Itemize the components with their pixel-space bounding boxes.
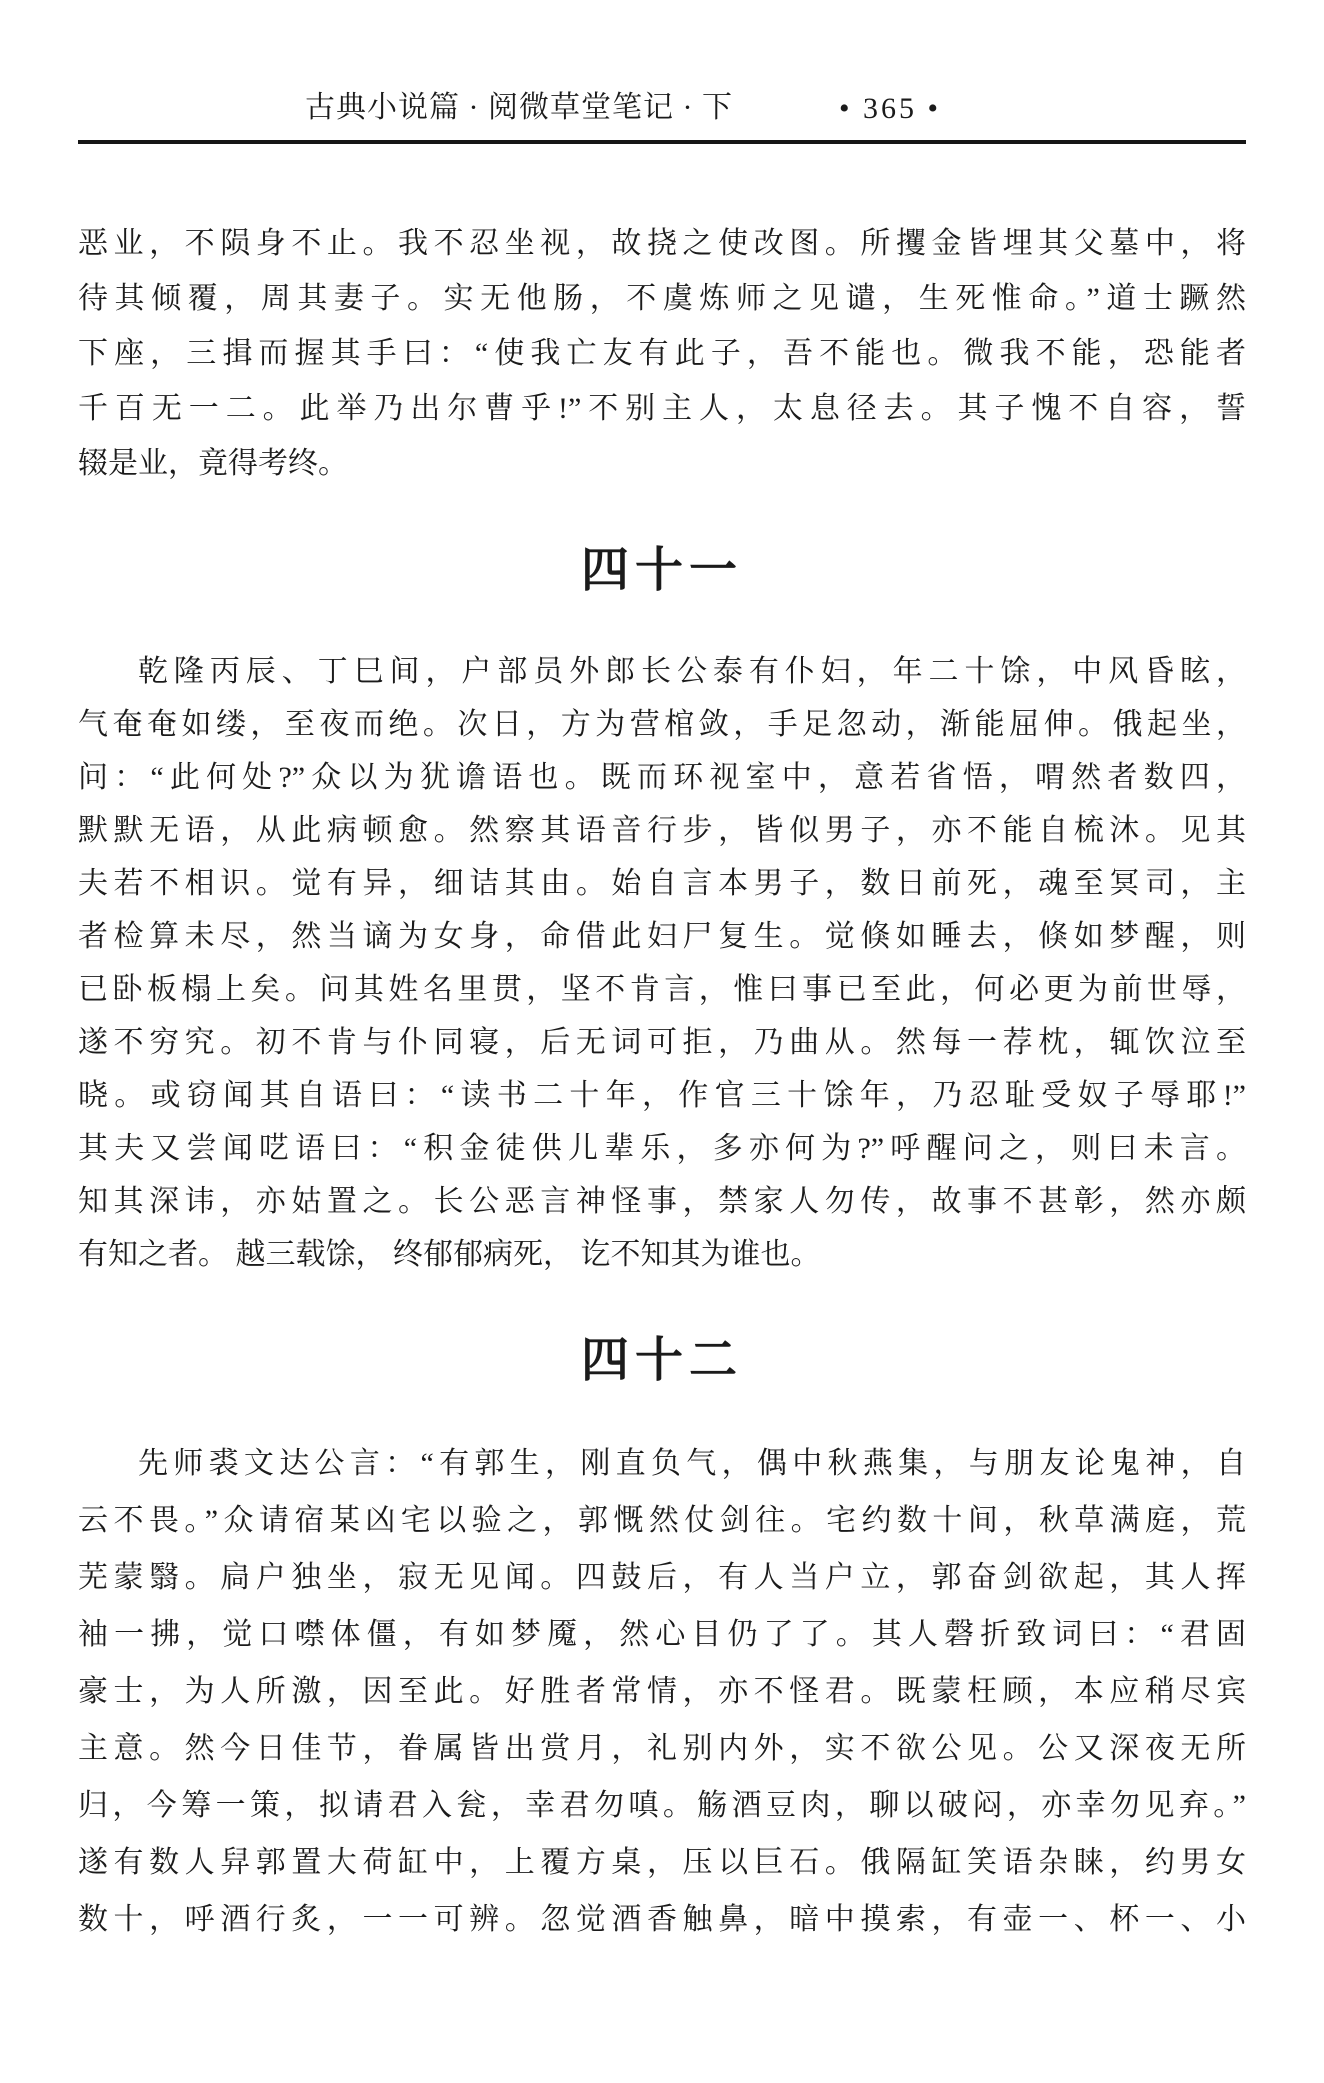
text-line: 晓。或窃闻其自语曰：“读书二十年，作官三十馀年，乃忍耻受奴子辱耶!” (78, 1079, 1246, 1112)
text-line: 袖一拂，觉口噤体僵，有如梦魇，然心目仍了了。其人磬折致词曰：“君固 (78, 1618, 1246, 1651)
text-line: 恶业，不陨身不止。我不忍坐视，故挠之使改图。所攫金皆埋其父墓中，将 (78, 227, 1246, 260)
text-line: 豪士，为人所激，因至此。好胜者常情，亦不怪君。既蒙枉顾，本应稍尽宾 (78, 1675, 1246, 1708)
section-heading: 四十二 (580, 1334, 743, 1387)
text-line: 待其倾覆，周其妻子。实无他肠，不虞炼师之见谴，生死惟命。”道士蹶然 (78, 282, 1246, 315)
section-0 (78, 216, 1246, 491)
page-number: • 365 • (838, 92, 941, 125)
book-page (0, 86, 1324, 2083)
header-rule (78, 140, 1246, 144)
text-line: 芜蒙翳。扃户独坐，寂无见闻。四鼓后，有人当户立，郭奋剑欲起，其人挥 (78, 1561, 1246, 1594)
text-line: 问：“此何处?”众以为犹谵语也。既而环视室中，意若省悟，喟然者数四， (78, 761, 1246, 794)
text-line: 有知之者。 越三载馀， 终郁郁病死， 讫不知其为谁也。 (78, 1238, 821, 1271)
text-line: 归，今筹一策，拟请君入瓮，幸君勿嗔。觞酒豆肉，聊以破闷，亦幸勿见弃。” (78, 1789, 1246, 1822)
text-line: 知其深讳，亦姑置之。长公恶言神怪事，禁家人勿传，故事不甚彰，然亦颇 (78, 1185, 1246, 1218)
text-line: 遂有数人舁郭置大荷缸中，上覆方桌，压以巨石。俄隔缸笑语杂睐，约男女 (78, 1846, 1246, 1879)
text-line: 者检算未尽，然当谪为女身，命借此妇尸复生。觉倏如睡去，倏如梦醒，则 (78, 920, 1246, 953)
section-1 (78, 543, 1246, 1281)
text-body (78, 216, 1246, 1948)
text-line: 乾隆丙辰、丁巳间，户部员外郎长公泰有仆妇，年二十馀，中风昏眩， (138, 655, 1246, 688)
text-line: 千百无一二。此举乃出尔曹乎!”不别主人，太息径去。其子愧不自容，誓 (78, 392, 1246, 425)
text-line: 先师裘文达公言：“有郭生，刚直负气，偶中秋燕集，与朋友论鬼神，自 (138, 1447, 1246, 1480)
text-line: 气奄奄如缕，至夜而绝。次日，方为营棺敛，手足忽动，渐能屈伸。俄起坐， (78, 708, 1246, 741)
text-line: 主意。然今日佳节，眷属皆出赏月，礼别内外，实不欲公见。公又深夜无所 (78, 1732, 1246, 1765)
text-line: 遂不穷究。初不肯与仆同寝，后无词可拒，乃曲从。然每一荐枕，辄饮泣至 (78, 1026, 1246, 1059)
text-line: 云不畏。”众请宿某凶宅以验之，郭慨然仗剑往。宅约数十间，秋草满庭，荒 (78, 1504, 1246, 1537)
text-line: 数十，呼酒行炙，一一可辨。忽觉酒香触鼻，暗中摸索，有壶一、杯一、小 (78, 1903, 1246, 1936)
text-line: 其夫又尝闻呓语曰：“积金徒供儿辈乐，多亦何为?”呼醒问之，则曰未言。 (78, 1132, 1246, 1165)
section-heading: 四十一 (580, 544, 743, 597)
text-line: 已卧板榻上矣。问其姓名里贯，坚不肯言，惟曰事已至此，何必更为前世辱， (78, 973, 1246, 1006)
text-line: 辍是业，竟得考终。 (78, 447, 348, 480)
text-line: 默默无语，从此病顿愈。然察其语音行步，皆似男子，亦不能自梳沐。见其 (78, 814, 1246, 847)
running-title: 古典小说篇 · 阅微草堂笔记 · 下 (305, 91, 733, 124)
section-2 (78, 1333, 1246, 1948)
text-line: 夫若不相识。觉有异，细诘其由。始自言本男子，数日前死，魂至冥司，主 (78, 867, 1246, 900)
running-header (78, 86, 1246, 126)
text-line: 下座，三揖而握其手曰：“使我亡友有此子，吾不能也。微我不能，恐能者 (78, 337, 1246, 370)
